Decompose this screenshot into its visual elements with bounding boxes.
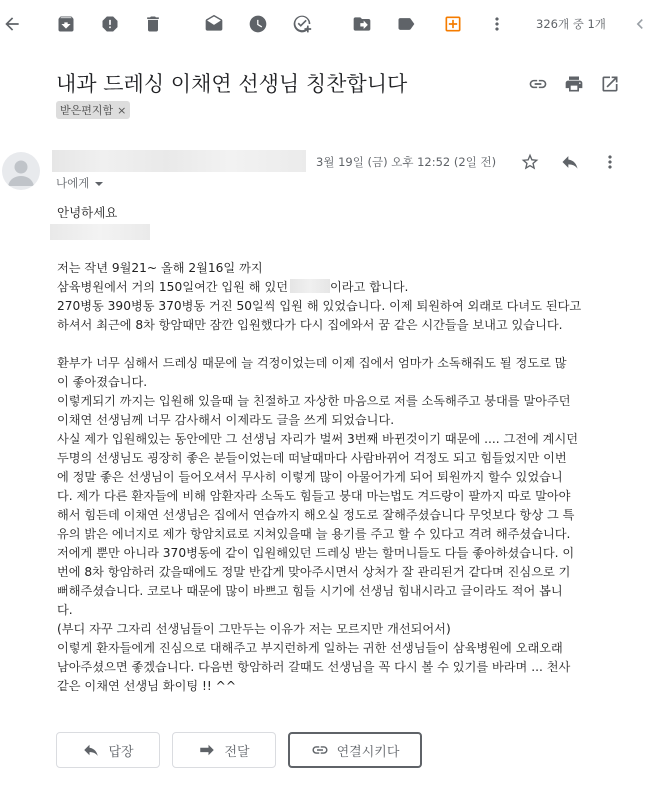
body-line: 번에 8차 항암하러 갔을때에도 정말 반갑게 맞아주시면서 상처가 잘 관리된거 같다며 진심으로 기 — [57, 565, 571, 579]
report-spam-icon[interactable] — [98, 12, 122, 36]
caret-down-icon — [95, 182, 103, 186]
recipient-label: 나에게 — [56, 176, 90, 190]
body-line: 유의 밝은 에너지로 제가 항암치료로 지쳐있을때 늘 용기를 주고 할 수 있다고 격려 해주셨습니다. — [57, 527, 571, 541]
body-line: 이렇게되기 까지는 입원해 있을때 늘 친절하고 자상한 마음으로 저를 소독해주고 붕대를 말아주던 — [57, 394, 571, 408]
body-line: (부디 자꾸 그자리 선생님들이 그만두는 이유가 저는 모르지만 개선되어서) — [57, 622, 451, 636]
redacted-block — [50, 224, 150, 240]
body-line: 다. — [57, 603, 73, 617]
recipient-toggle[interactable] — [56, 175, 103, 191]
link-button[interactable] — [288, 732, 422, 768]
chevron-left-icon[interactable] — [628, 12, 651, 36]
add-to-tasks-icon[interactable] — [290, 12, 314, 36]
email-subject: 내과 드레싱 이채연 선생님 칭찬합니다 — [56, 72, 408, 96]
body-line: 이 좋아졌습니다. — [57, 375, 148, 389]
body-line: 삼육병원에서 거의 150일여간 입원 해 있던 이라고 합니다. — [57, 280, 409, 294]
message-count: 326개 중 1개 — [536, 17, 606, 31]
body-line: 이렇게 환자들에게 진심으로 대해주고 부지런하게 일하는 귀한 선생님들이 삼육병원에 오래오래 — [57, 641, 563, 655]
body-line: 해서 힘든데 이채연 선생님은 집에서 연습까지 해오실 정도로 잘해주셨습니다 무엇보다 항상 그 특 — [57, 508, 575, 522]
mark-unread-icon[interactable] — [202, 12, 226, 36]
delete-icon[interactable] — [141, 12, 165, 36]
reply-button[interactable] — [56, 732, 160, 768]
add-plus-box-icon[interactable] — [441, 12, 465, 36]
body-line: 다. 제가 다른 환자들에 비해 암환자라 소독도 힘들고 붕대 마는법도 겨드랑이 팔까지 따로 말아야 — [57, 489, 571, 503]
label-icon[interactable] — [394, 12, 418, 36]
default-person-icon — [2, 152, 40, 190]
print-icon[interactable] — [562, 72, 586, 96]
body-line: 저는 작년 9월21~ 올해 2월16일 까지 — [57, 261, 263, 275]
body-line: 환부가 너무 심해서 드레싱 때문에 늘 걱정이었는데 이제 집에서 엄마가 소독해줘도 될 정도로 많 — [57, 356, 567, 370]
reply-icon[interactable] — [558, 150, 582, 174]
body-line: 사실 제가 입원해있는 동안에만 그 선생님 자리가 벌써 3번째 바뀐것이기 때문에 .... 그전에 계시던 — [57, 432, 578, 446]
message-body — [57, 259, 617, 696]
forward-label: 전달 — [224, 744, 250, 760]
open-new-window-icon[interactable] — [598, 72, 622, 96]
body-line: 두명의 선생님도 굉장히 좋은 분들이었는데 떠날때마다 사람바뀌어 걱정도 되고 힘들었지만 이번 — [57, 451, 567, 465]
forward-arrow-icon — [198, 741, 216, 759]
message-date: 3월 19일 (금) 오후 12:52 (2일 전) — [316, 155, 497, 169]
forward-button[interactable] — [172, 732, 276, 768]
back-arrow-icon[interactable] — [0, 12, 24, 36]
more-vertical-icon[interactable] — [485, 12, 509, 36]
body-line: 저에게 뿐만 아니라 370병동에 같이 입원해있던 드레싱 받는 할머니들도 다들 좋아하셨습니다. 이 — [57, 546, 575, 560]
more-options-icon[interactable] — [598, 150, 622, 174]
link-chain-icon — [311, 741, 329, 759]
label-text: 받은편지함 — [60, 104, 114, 117]
move-to-icon[interactable] — [350, 12, 374, 36]
body-line: 하셔서 최근에 8차 항암때만 잠깐 입원했다가 다시 집에와서 꿈 같은 시간들을 보내고 있습니다. — [57, 318, 563, 332]
subject-row — [56, 66, 636, 102]
body-line: 이채연 선생님께 너무 감사해서 이제라도 글을 쓰게 되었습니다. — [57, 413, 395, 427]
reply-arrow-icon — [82, 741, 100, 759]
body-line: 뻐해주셨습니다. 코로나 때문에 많이 바쁘고 힘들 시기에 선생님 힘내시라고 글이라도 적어 봅니 — [57, 584, 563, 598]
inbox-label-chip[interactable] — [56, 101, 130, 119]
link-label: 연결시키다 — [336, 744, 400, 760]
avatar — [2, 152, 40, 190]
remove-label-icon[interactable]: × — [117, 103, 127, 117]
snooze-clock-icon[interactable] — [246, 12, 270, 36]
body-line: 남아주셨으면 좋겠습니다. 다음번 항암하러 갈때도 선생님을 꼭 다시 볼 수 있기를 바라며 ... 천사 — [57, 660, 571, 674]
toolbar — [0, 0, 651, 48]
link-icon[interactable] — [526, 72, 550, 96]
body-line: 같은 이채연 선생님 화이팅 !! ^^ — [57, 679, 237, 693]
body-line — [57, 335, 617, 354]
sender-name-redacted — [52, 150, 306, 172]
body-line: 에 정말 좋은 선생님이 들어오셔서 무사히 이렇게 많이 아물어가게 되어 퇴원까지 할수 있었습니 — [57, 470, 563, 484]
archive-icon[interactable] — [54, 12, 78, 36]
redacted-name — [290, 279, 330, 293]
reply-label: 답장 — [108, 744, 134, 760]
greeting: 안녕하세요 — [57, 205, 118, 220]
star-icon[interactable] — [518, 150, 542, 174]
body-line: 270병동 390병동 370병동 거진 50일씩 입원 해 있었습니다. 이제 퇴원하여 외래로 다녀도 된다고 — [57, 299, 582, 313]
